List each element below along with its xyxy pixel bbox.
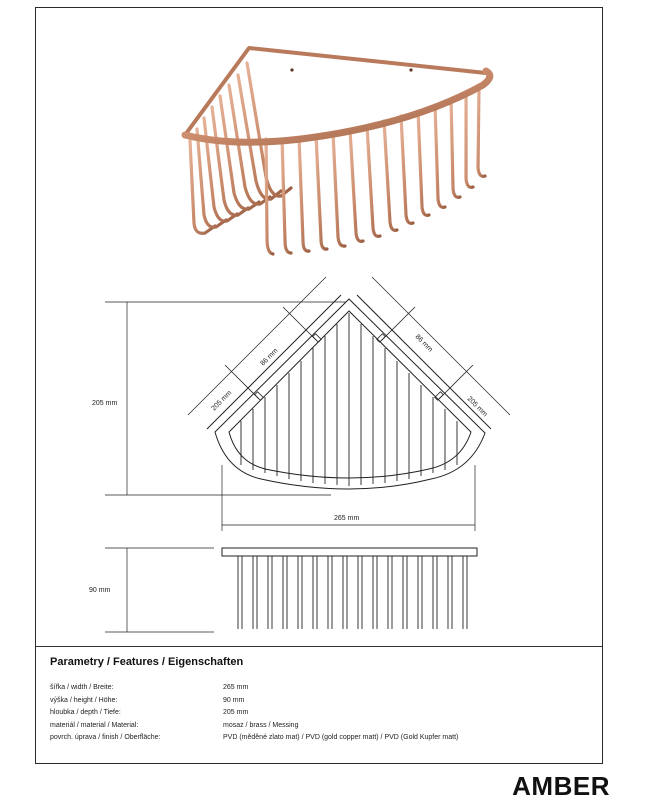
side-view [105, 548, 477, 632]
spec-label: šířka / width / Breite: [50, 684, 114, 691]
dimension-lines [105, 548, 214, 632]
spec-value: mosaz / brass / Messing [223, 721, 299, 729]
mount-hole [290, 68, 293, 71]
basket-vertical-wires [190, 63, 485, 254]
spec-value: 205 mm [223, 709, 249, 716]
spec-label: výška / height / Höhe: [50, 696, 118, 704]
features-title: Parametry / Features / Eigenschaften [50, 656, 244, 668]
dim-label-right-205: 205 mm [465, 395, 489, 419]
spec-row-height [50, 695, 590, 708]
spec-label: materiál / material / Material: [50, 721, 139, 729]
spec-row-width [50, 682, 590, 695]
dim-label-height-90: 90 mm [89, 587, 111, 594]
spec-value: 90 mm [223, 696, 245, 704]
technical-drawing [36, 8, 604, 646]
dim-label-left-86: 86 mm [259, 347, 280, 368]
features-table [50, 682, 590, 745]
spec-label: povrch. úprava / finish / Oberfläche: [50, 734, 161, 741]
basket-rim [185, 71, 490, 142]
divider [36, 646, 602, 647]
dim-label-left-205: 205 mm [210, 389, 234, 413]
dim-label-width-265: 265 mm [334, 515, 360, 522]
brand-name: AMBER [512, 771, 610, 801]
dim-label-right-86: 86 mm [413, 333, 434, 354]
spec-row-finish [50, 732, 590, 745]
spec-value: PVD (měděné zlato mat) / PVD (gold copper matt) / PVD (Gold Kupfer matt) [223, 734, 459, 741]
dimension-lines [105, 277, 510, 531]
spec-row-material [50, 720, 590, 733]
plan-view [105, 277, 510, 531]
side-wires [238, 556, 467, 629]
spec-value: 265 mm [223, 684, 249, 691]
dim-label-height-205: 205 mm [92, 400, 118, 407]
mount-hole [409, 68, 412, 71]
spec-row-depth [50, 707, 590, 720]
spec-label: hloubka / depth / Tiefe: [50, 709, 121, 716]
product-image [185, 48, 490, 254]
spec-sheet [35, 7, 603, 764]
